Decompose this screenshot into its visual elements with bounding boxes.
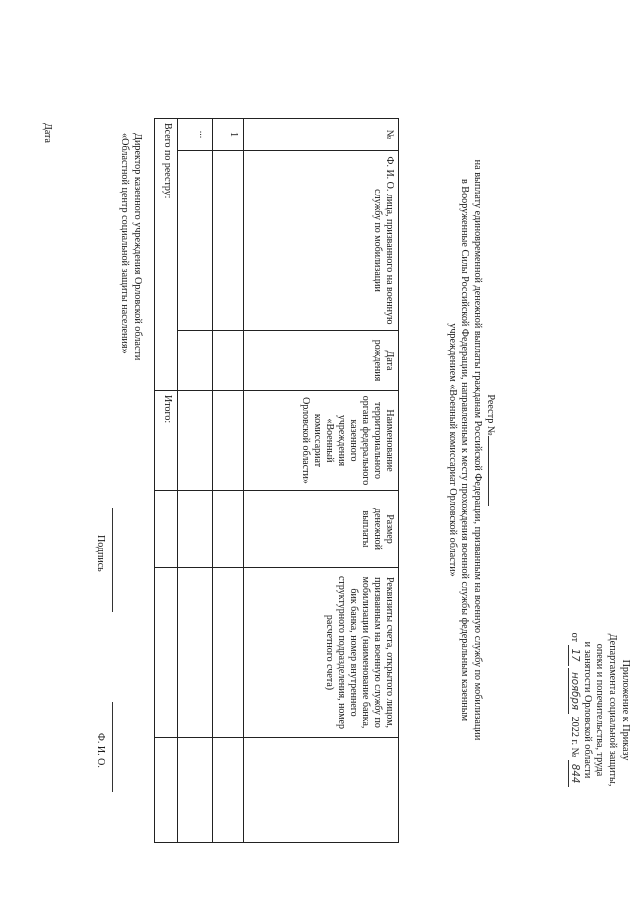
itogo-label: Итого: xyxy=(155,391,178,491)
table-cell xyxy=(213,151,244,331)
annex-month: ноября xyxy=(568,668,580,714)
header-fio: Ф. И. О. лица, призванного на военную службу по мобилизации xyxy=(244,151,399,331)
table-row xyxy=(178,119,213,843)
table-cell xyxy=(213,568,244,738)
header-extra xyxy=(244,738,399,843)
table-cell xyxy=(213,391,244,491)
annex-year: 2022 г. № xyxy=(569,716,580,758)
header-payment-amount: Размер денежной выплаты xyxy=(244,491,399,568)
signer-position-line-1: Директор казенного учреждения Орловской области xyxy=(132,133,143,361)
signature-label: Подпись xyxy=(95,535,106,572)
registry-label: Реестр № xyxy=(485,394,496,436)
signature-line xyxy=(112,508,113,612)
annex-order-line xyxy=(567,595,580,825)
annex-line-3: опеки и попечительства, труда xyxy=(594,643,606,777)
header-birth-date: Дата рождения xyxy=(244,331,399,391)
fio-label: Ф. И. О. xyxy=(95,733,106,768)
title-line-1: на выплату единовременной денежной выплаты гражданам Российской Федерации, призванным на военную службу по мобилизации xyxy=(472,159,484,741)
table-cell xyxy=(155,491,178,568)
table-cell xyxy=(213,738,244,843)
annex-block xyxy=(567,595,631,825)
annex-line-2: Департамента социальной защиты, xyxy=(607,633,619,787)
table-cell: ... xyxy=(178,119,213,151)
signature-block xyxy=(118,133,144,360)
fio-line xyxy=(112,702,113,792)
annex-line-1: Приложение к Приказу xyxy=(620,659,631,761)
table-total-row xyxy=(155,119,178,843)
annex-line-4: и занятости Орловской области xyxy=(581,641,593,779)
document-title xyxy=(445,60,496,840)
table-cell xyxy=(178,491,213,568)
annex-number: 844 xyxy=(568,760,580,787)
table-cell: 1 xyxy=(213,119,244,151)
date-label: Дата xyxy=(42,123,53,143)
table-cell xyxy=(155,738,178,843)
table-cell xyxy=(213,331,244,391)
table-row xyxy=(213,119,244,843)
header-number: № xyxy=(244,119,399,151)
table-header-row xyxy=(244,119,399,843)
title-line-2: в Вооруженные Силы Российской Федерации, направленным к месту прохождения военной службы федеральным казенным xyxy=(459,178,471,722)
table-cell xyxy=(178,391,213,491)
registry-number-blank xyxy=(488,436,489,506)
annex-day: 17 xyxy=(568,645,580,666)
header-territorial-body: Наименование территориального органа федерального казенного учреждения «Военный комиссариат Орловской области» xyxy=(244,391,399,491)
signer-position-line-2: «Областной центр социальной защиты населения» xyxy=(119,133,131,354)
table-cell xyxy=(155,568,178,738)
table-cell xyxy=(178,151,213,331)
registry-heading xyxy=(483,60,496,840)
table-cell xyxy=(178,738,213,843)
title-line-3: учреждением «Военный комиссариат Орловской области» xyxy=(446,323,458,577)
table-cell xyxy=(178,568,213,738)
table-cell xyxy=(213,491,244,568)
annex-from-label: от xyxy=(569,632,580,643)
registry-table xyxy=(154,118,399,843)
total-label: Всего по реестру: xyxy=(155,119,178,391)
header-account-details: Реквизиты счета, открытого лицом, призванным на военную службу по мобилизации (наименование банка, бик банка, номер внутреннего структурного подразделения, номер расчетного счета) xyxy=(244,568,399,738)
table-cell xyxy=(178,331,213,391)
